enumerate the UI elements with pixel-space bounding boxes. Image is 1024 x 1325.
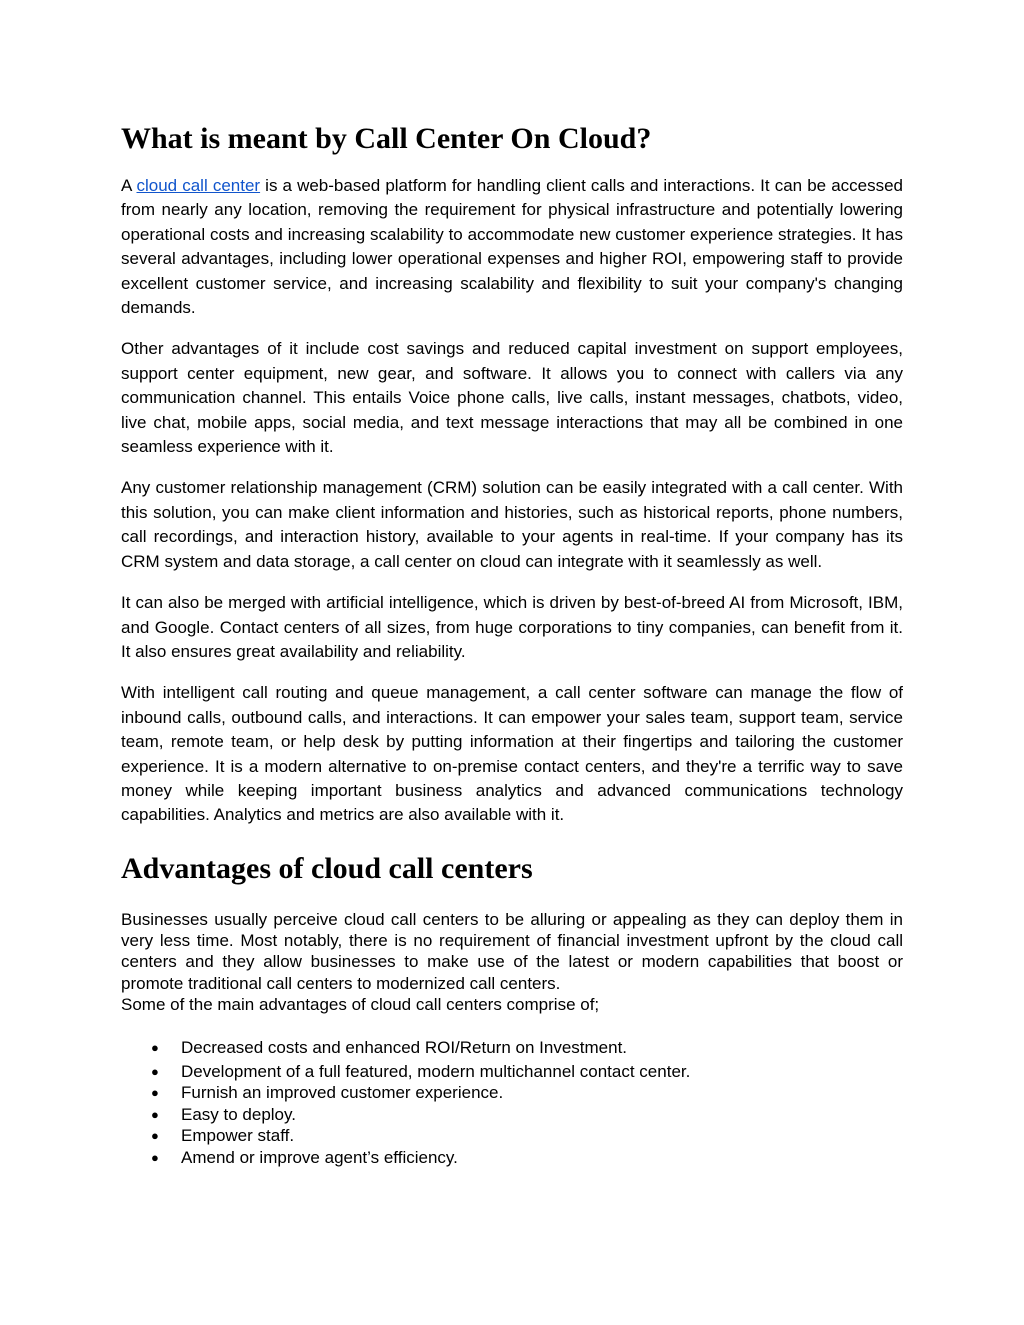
paragraph-intro-text: is a web-based platform for handling client calls and interactions. It can be accessed from nearly any location, removing the requirement for physical infrastructure and potentially lowering operational costs and increasing scalability to accommodate new customer experience strategies. It has several advantages, including lower operational expenses and higher ROI, empowering staff to provide excellent customer service, and increasing scalability and flexibility to suit your company's changing demands. xyxy=(121,176,904,318)
bullet-icon: ● xyxy=(151,1085,159,1101)
list-item xyxy=(151,1037,903,1059)
section-title-advantages: Advantages of cloud call centers xyxy=(121,851,533,885)
bullet-icon: ● xyxy=(151,1128,159,1144)
list-item-text: Amend or improve agent’s efficiency. xyxy=(181,1147,458,1167)
paragraph-advantages-lead: Some of the main advantages of cloud call centers comprise of; xyxy=(121,994,600,1014)
list-item-text: Development of a full featured, modern multichannel contact center. xyxy=(181,1061,691,1081)
paragraph-crm-integration: Any customer relationship management (CRM) solution can be easily integrated with a call center. With this solution, you can make client information and histories, such as historical reports, phone numbers, call recordings, and interaction history, available to your agents in real-time. If your company has its CRM system and data storage, a call center on cloud can integrate with it seamlessly as well. xyxy=(121,478,903,571)
list-item xyxy=(151,1104,903,1126)
cloud-call-center-link[interactable]: cloud call center xyxy=(136,176,261,195)
section-title-call-center-on-cloud: What is meant by Call Center On Cloud? xyxy=(121,122,652,155)
list-item xyxy=(151,1147,903,1169)
bullet-icon: ● xyxy=(151,1106,159,1122)
bullet-icon: ● xyxy=(151,1063,159,1079)
document-page xyxy=(121,120,903,1168)
list-item-text: Empower staff. xyxy=(181,1126,295,1146)
paragraph-artificial-intelligence: It can also be merged with artificial intelligence, which is driven by best-of-breed AI from Microsoft, IBM, and Google. Contact centers of all sizes, from huge corporations to tiny companies, can benefit from it. It also ensures great availability and reliability. xyxy=(121,593,903,661)
list-item-text: Decreased costs and enhanced ROI/Return on Investment. xyxy=(181,1038,628,1058)
bullet-icon: ● xyxy=(151,1040,159,1056)
list-item-text: Furnish an improved customer experience. xyxy=(181,1083,504,1103)
paragraph-advantages-intro: Businesses usually perceive cloud call centers to be alluring or appealing as they can deploy them in very less time. Most notably, there is no requirement of financial investment upfront by the cloud call centers and they allow businesses to make use of the latest or modern capabilities that boost or promote traditional call centers to modernized call centers. xyxy=(121,909,903,993)
paragraph-call-routing: With intelligent call routing and queue management, a call center software can manage the flow of inbound calls, outbound calls, and interactions. It can empower your sales team, support team, service team, remote team, or help desk by putting information at their fingertips and tailoring the customer experience. It is a modern alternative to on-premise contact centers, and they're a terrific way to save money while keeping important business analytics and advanced communications technology capabilities. Analytics and metrics are also available with it. xyxy=(121,683,903,825)
paragraph-intro-prefix: A xyxy=(121,176,137,195)
paragraph-other-advantages: Other advantages of it include cost savings and reduced capital investment on support employees, support center equipment, new gear, and software. It allows you to connect with callers via any communication channel. This entails Voice phone calls, live calls, instant messages, chatbots, video, live chat, mobile apps, social media, and text message interactions that may all be combined in one seamless experience with it. xyxy=(121,339,903,457)
list-item xyxy=(151,1061,903,1083)
paragraph-intro xyxy=(121,174,903,320)
bullet-icon: ● xyxy=(151,1149,159,1165)
list-item xyxy=(151,1082,903,1104)
list-item xyxy=(151,1125,903,1147)
list-item-text: Easy to deploy. xyxy=(181,1104,296,1124)
advantages-list xyxy=(151,1037,903,1168)
